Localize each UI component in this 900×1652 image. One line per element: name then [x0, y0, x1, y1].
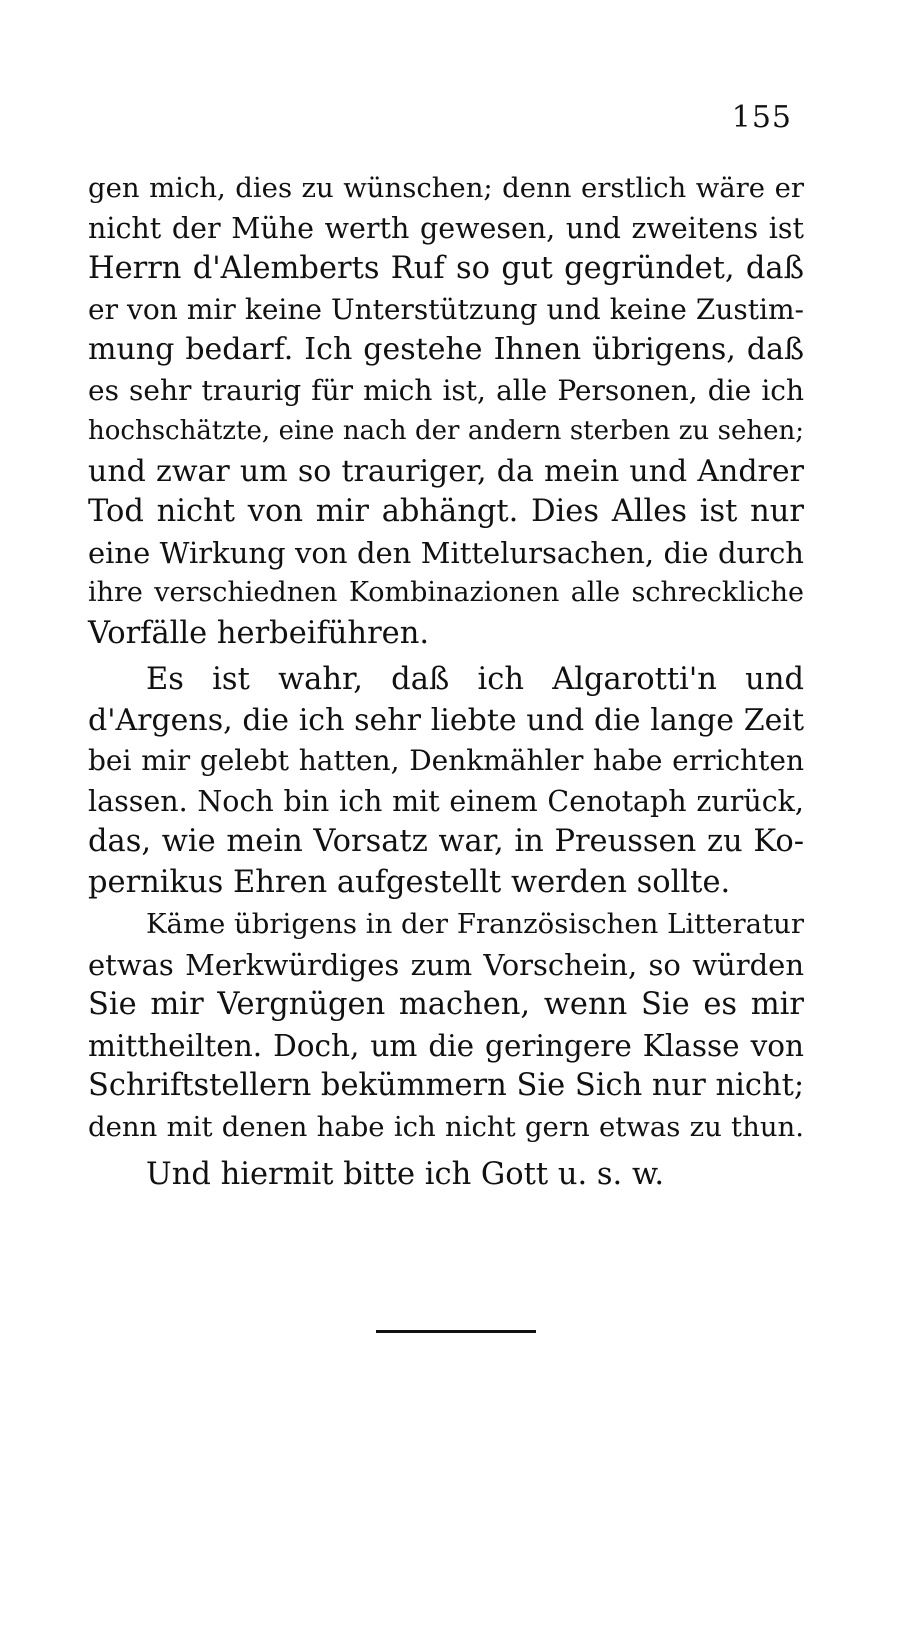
closing-divider [376, 1330, 536, 1333]
paragraph-3 [88, 904, 804, 1147]
closing-line: Und hiermit bitte ich Gott u. s. w. [146, 1157, 665, 1192]
paragraph-1 [88, 168, 804, 654]
text-line: das, wie mein Vorsatz war, in Preussen zu Ko- [88, 824, 804, 859]
text-line: es sehr traurig für mich ist, alle Personen, die ich [88, 373, 804, 407]
text-line: und zwar um so trauriger, da mein und Andrer [88, 453, 804, 489]
text-line: mittheilten. Doch, um die geringere Klasse von [88, 1028, 804, 1063]
text-line: mung bedarf. Ich gestehe Ihnen übrigens, daß [88, 332, 804, 367]
text-line: Tod nicht von mir abhängt. Dies Alles ist nur [88, 494, 804, 529]
text-line: ihre verschiednen Kombinazionen alle schreckliche [88, 577, 804, 608]
text-line: gen mich, dies zu wünschen; denn erstlich wäre er [88, 172, 804, 204]
text-line: eine Wirkung von den Mittelursachen, die durch [88, 535, 804, 570]
text-line: lassen. Noch bin ich mit einem Cenotaph zurück, [88, 784, 804, 818]
text-line: Käme übrigens in der Französischen Litteratur [146, 908, 804, 940]
text-line: Herrn d'Alemberts Ruf so gut gegründet, daß [88, 251, 804, 286]
text-line: d'Argens, die ich sehr liebte und die lange Zeit [88, 702, 804, 738]
text-line: er von mir keine Unterstützung und keine Zustim- [88, 292, 804, 326]
paragraph-4 [88, 1155, 804, 1196]
text-line: denn mit denen habe ich nicht gern etwas zu thun. [88, 1110, 804, 1143]
text-line: Vorfälle herbeiführen. [88, 615, 430, 651]
text-line: Sie mir Vergnügen machen, wenn Sie es mir [88, 987, 804, 1022]
text-line: Schriftstellern bekümmern Sie Sich nur nicht; [88, 1068, 805, 1103]
text-line: pernikus Ehren aufgestellt werden sollte. [88, 864, 731, 900]
text-line: Es ist wahr, daß ich Algarotti'n und [146, 662, 804, 697]
text-line: nicht der Mühe werth gewesen, und zweitens ist [88, 211, 804, 245]
text-line: etwas Merkwürdiges zum Vorschein, so würden [88, 947, 804, 982]
page-number: 155 [731, 100, 792, 135]
text-line: hochschätzte, eine nach der andern sterben zu sehen; [88, 416, 804, 446]
paragraph-2 [88, 660, 804, 903]
text-line: bei mir gelebt hatten, Denkmähler habe errichten [88, 744, 804, 777]
